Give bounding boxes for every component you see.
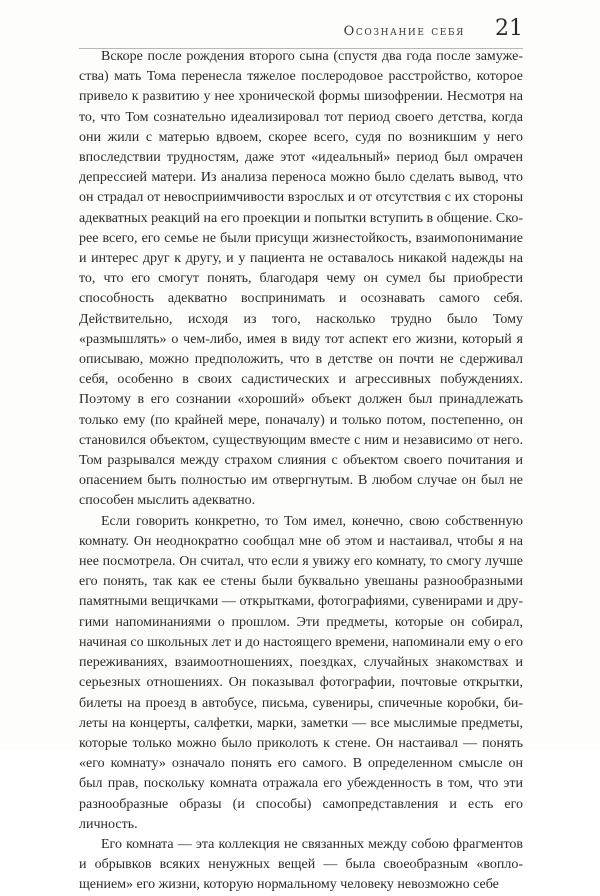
running-head: Осознание себя xyxy=(343,24,465,39)
page-number: 21 xyxy=(495,16,523,41)
paragraph: Его комната — эта коллекция не связанных между собою фрагментов и обрывков всяких ненужных вещей — была своеобразным «воплощением» его жизни, которую нормальному человеку невозможно себе xyxy=(79,836,523,893)
body-text xyxy=(79,47,523,896)
paragraph: Если говорить конкретно, то Том имел, конечно, свою собственную комнату. Он неоднократно сообщал мне об этом и настаивал, чтобы я на нее посмотрела. Он считал, что если я увижу его комнату, то смогу лучше его понять, так как ее стены были буквально увешаны разнообразными памятными вещичками — открытками, фотографиями, сувенирами и другими напоминаниями о прошлом. Эти предметы, которые он собирал, начиная со школьных лет и до настоящего времени, напоминали ему о его переживаниях, взаимоотношениях, поездках, случайных знакомствах и серьезных отношениях. Он показывал фотографии, почтовые открытки, билеты на проезд в автобусе, письма, сувениры, спичечные коробки, билеты на концерты, салфетки, марки, заметки — все мыслимые предметы, которые только можно было приколоть к стене. Он настаивал — понять «его комнату» означало понять его самого. В определенном смысле он был прав, поскольку комната отражала его убежденность в том, что эти разнообразные образы (и способы) самопредставления и есть его личность. xyxy=(79,513,523,832)
paragraph: Вскоре после рождения второго сына (спустя два года после замужества) мать Тома перенесла тяжелое послеродовое расстройство, которое привело к развитию у нее хронической формы шизофрении. Несмотря на то, что Том сознательно идеализировал тот период своего детства, когда они жили с матерью вдвоем, скорее всего, судя по возникшим у него впоследствии трудностям, даже этот «идеальный» период был омрачен депрессией матери. Из анализа переноса можно было сделать вывод, что он страдал от невосприимчивости взрослых и от отсутствия с их стороны адекватных реакций на его проекции и попытки вступить в общение. Скорее всего, его семье не были присущи жизнестойкость, взаимопонимание и интерес друг к другу, и у пациента не оставалось никакой надежды на то, что его смогут понять, благодаря чему он сумел бы приобрести способность адекватно воспринимать и осознавать самого себя. Действительно, исходя из того, насколько трудно было Тому «размышлять» о чем-либо, имея в виду тот аспект его жизни, который я описываю, можно предположить, что в детстве он почти не сдерживал себя, особенно в своих садистических и агрессивных побуждениях. Поэтому в его сознании «хороший» объект должен был принадлежать только ему (по крайней мере, поначалу) и только потом, постепенно, он становился объектом, существующим вместе с ним и независимо от него. Том разрывался между страхом слияния с объектом своего почитания и опасением быть полностью им отвергнутым. В любом случае он был не способен мыслить адекватно. xyxy=(79,49,523,509)
page-header xyxy=(79,16,523,46)
